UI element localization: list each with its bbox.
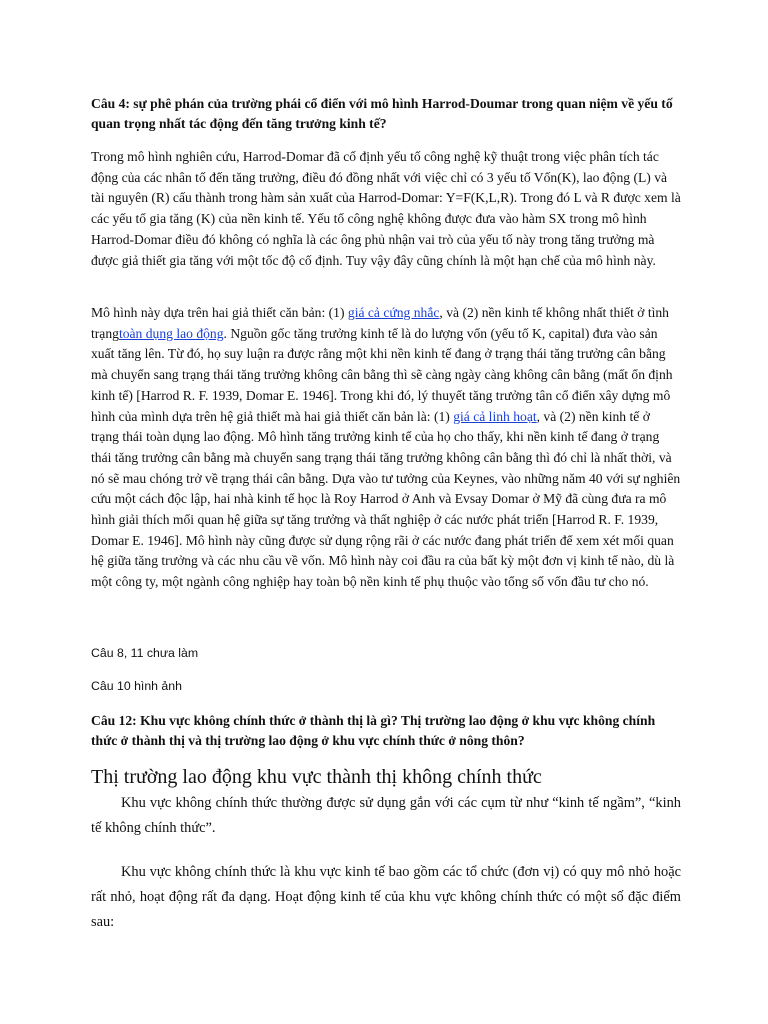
note-unfinished: Câu 8, 11 chưa làm (91, 646, 199, 660)
paragraph-text: Mô hình này dựa trên hai giả thiết căn bản: (1) (91, 305, 348, 320)
paragraph-text: . Nguồn gốc tăng trưởng kinh tế là do lượng vốn (yếu tố K, capital) đưa vào sản xuất tăng lên. Từ đó, họ suy luận ra được rằng một khi nền kinh tế đang ở trạng thái tăng trưởng cân bằng mà chuyển sang trạng thái tăng trưởng không cân bằng thì sẽ càng ngày càng không cân bằng (mất ổn định kinh tế) [Harrod R. F. 1939, Domar E. 1946]. Trong khi đó, lý thuyết tăng trưởng tân cổ điển xây dựng mô hình của mình dựa trên hệ giả thiết mà hai giả thiết căn bản là: (1) (91, 325, 673, 424)
paragraph-harrod-domar-intro: Trong mô hình nghiên cứu, Harrod-Domar đã cố định yếu tố công nghệ kỹ thuật trong việc phân tích tác động của các nhân tố đến tăng trưởng, điều đó đồng nhất với việc chỉ có 3 yếu tố Vốn(K), lao động (L) và tài nguyên (R) cấu thành trong hàm sản xuất của Harrod-Domar: Y=F(K,L,R). Trong đó L và R được xem là các yếu tố gia tăng (K) của nền kinh tế. Yếu tố công nghệ không được đưa vào hàm SX trong mô hình Harrod-Domar điều đó không có nghĩa là các ông phủ nhận vai trò của yếu tố này trong tăng trưởng mà được giả thiết gia tăng với một tốc độ cố định. Tuy vậy đây cũng chính là một hạn chế của mô hình này. (91, 149, 681, 268)
paragraph-informal-characteristics: Khu vực không chính thức là khu vực kinh tế bao gồm các tổ chức (đơn vị) có quy mô nhỏ hoặc rất nhỏ, hoạt động rất đa dạng. Hoạt động kinh tế của khu vực không chính thức có một số đặc điểm sau: (91, 864, 681, 930)
question-4-title: Câu 4: sự phê phán của trường phái cổ điển với mô hình Harrod-Doumar trong quan niệm về yếu tố quan trọng nhất tác động đến tăng trưởng kinh tế? (91, 96, 673, 131)
link-flexible-prices[interactable]: giá cả linh hoạt (453, 408, 537, 424)
paragraph-informal-definition: Khu vực không chính thức thường được sử dụng gắn với các cụm từ như “kinh tế ngầm”, “kinh tế không chính thức”. (91, 795, 681, 836)
link-full-employment[interactable]: toàn dụng lao động (118, 325, 224, 341)
paragraph-model-assumptions (91, 303, 681, 593)
note-images: Câu 10 hình ảnh (91, 679, 182, 693)
paragraph-text: , và (2) nền kinh tế không nhất thiết ở tình trạng (91, 305, 669, 341)
question-12-title: Câu 12: Khu vực không chính thức ở thành thị là gì? Thị trường lao động ở khu vực không chính thức ở thành thị và thị trường lao động ở khu vực chính thức ở nông thôn? (91, 713, 656, 748)
paragraph-text: , và (2) nền kinh tế ở trạng thái toàn dụng lao động. Mô hình tăng trưởng kinh tế của họ cho thấy, khi nền kinh tế đang ở trạng thái tăng trưởng cân bằng mà chuyển sang trạng thái tăng trưởng không cân bằng thì đó chỉ là nhất thời, và nó sẽ mau chóng trở về trạng thái cân bằng. Dựa vào tư tưởng của Keynes, vào những năm 40 với sự nghiên cứu một cách độc lập, hai nhà kinh tế học là Roy Harrod ở Anh và Evsay Domar ở Mỹ đã cùng đưa ra mô hình giải thích mối quan hệ giữa sự tăng trưởng và thất nghiệp ở các nước phát triển [Harrod R. F. 1939, Domar E. 1946]. Mô hình này cũng được sử dụng rộng rãi ở các nước đang phát triển để xem xét mối quan hệ giữa tăng trưởng và các nhu cầu về vốn. Mô hình này coi đầu ra của bất kỳ một đơn vị kinh tế nào, dù là một công ty, một ngành công nghiệp hay toàn bộ nền kinh tế phụ thuộc vào tổng số vốn đầu tư cho nó. (91, 408, 681, 590)
section-heading: Thị trường lao động khu vực thành thị không chính thức (91, 766, 542, 788)
link-rigid-prices[interactable]: giá cả cứng nhắc (347, 305, 440, 320)
